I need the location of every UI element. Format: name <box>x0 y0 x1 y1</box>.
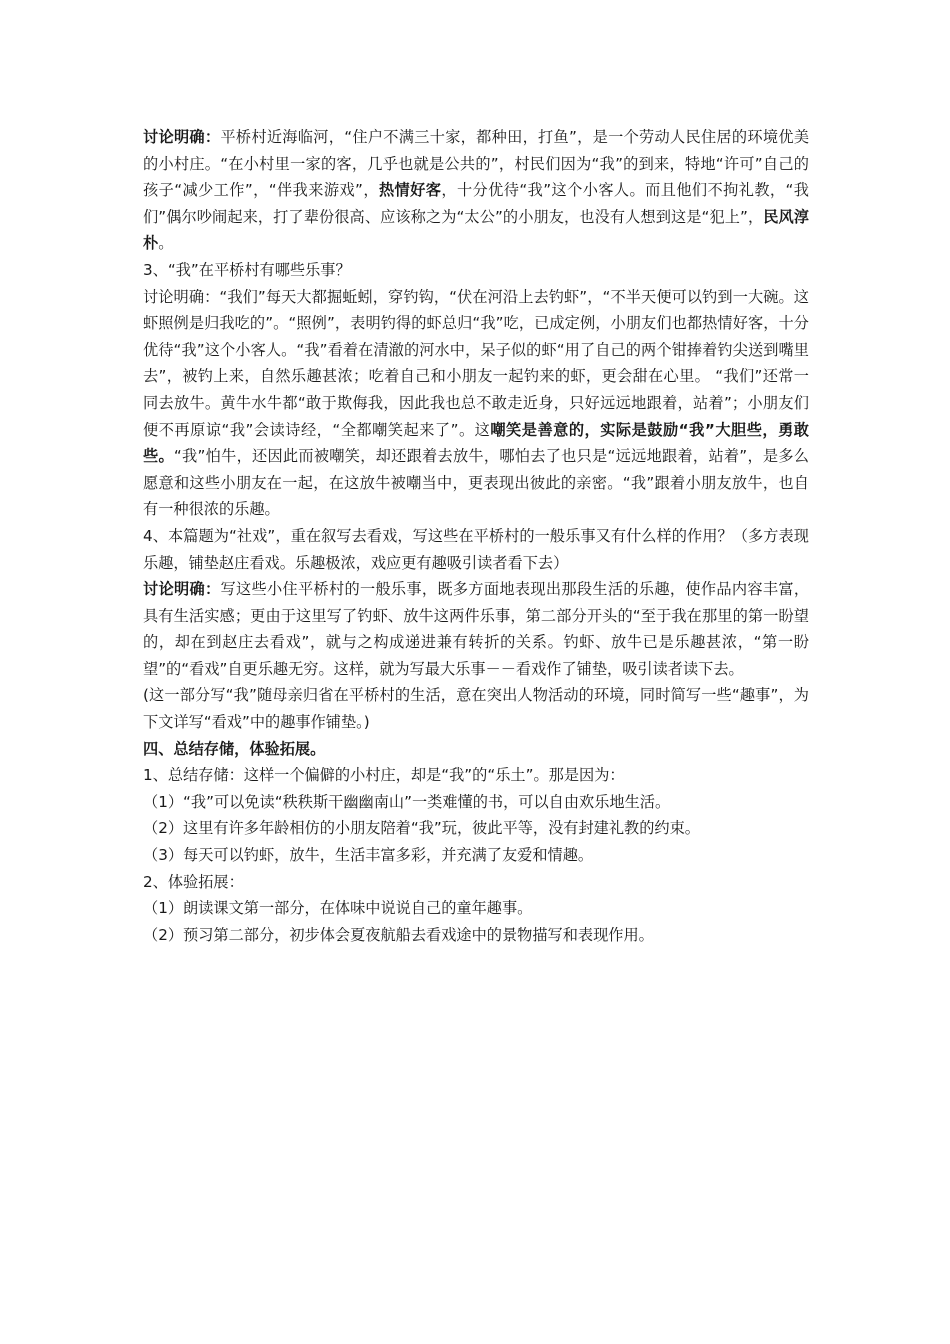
paragraph-discussion-joys: 讨论明确：“我们”每天大都掘蚯蚓，穿钓钩，“伏在河沿上去钓虾”，“不半天便可以钓到一大碗。这虾照例是归我吃的”。“照例”，表明钓得的虾总归“我”吃，已成定例，小朋友们也都热情好客，十分优待“我”这个小客人。“我”看着在清澈的河水中，呆子似的虾“用了自己的两个钳捧着钓尖送到嘴里去”，被钓上来，自然乐趣甚浓；吃着自己和小朋友一起钓来的虾，更会甜在心里。 “我们”还常一同去放牛。黄牛水牛都“敢于欺侮我，因此我也总不敢走近身，只好远远地跟着，站着”；小朋友们便不再原谅“我”会读诗经，“全都嘲笑起来了”。这嘲笑是善意的，实际是鼓励“我”大胆些，勇敢些。“我”怕牛，还因此而被嘲笑，却还跟着去放牛，哪怕去了也只是“远远地跟着，站着”，是多么愿意和这些小朋友在一起，在这放牛被嘲当中，更表现出彼此的亲密。“我”跟着小朋友放牛，也自有一种很浓的乐趣。 <box>143 287 809 519</box>
summary-intro: 1、总结存储：这样一个偏僻的小村庄，却是“我”的“乐土”。那是因为： <box>143 766 625 785</box>
extension-heading: 2、体验拓展： <box>143 872 244 891</box>
heading-part-four: 四、总结存储，体验拓展。 <box>143 739 326 758</box>
document-body <box>143 124 809 948</box>
paragraph-discussion-village: 讨论明确：平桥村近海临河，“住户不满三十家，都种田，打鱼”，是一个劳动人民住居的环境优美的小村庄。“在小村里一家的客，几乎也就是公共的”，村民们因为“我”的到来，特地“许可”自己的孩子“减少工作”，“伴我来游戏”，热情好客，十分优待“我”这个小客人。而且他们不拘礼教，“我们”偶尔吵闹起来，打了辈份很高、应该称之为“太公”的小朋友，也没有人想到这是“犯上”，民风淳朴。 <box>143 128 810 253</box>
question-3: 3、“我”在平桥村有哪些乐事？ <box>143 260 351 279</box>
extension-item-1: （1）朗读课文第一部分，在体味中说说自己的童年趣事。 <box>143 899 533 918</box>
paragraph-section-summary: (这一部分写“我”随母亲归省在平桥村的生活，意在突出人物活动的环境，同时简写一些“趣事”，为下文详写“看戏”中的趣事作铺垫。) <box>143 686 809 732</box>
emphasis-friendly-teasing: 嘲笑是善意的，实际是鼓励“我”大胆些，勇敢些。 <box>143 420 809 466</box>
emphasis-simple-customs: 民风淳朴 <box>143 207 810 253</box>
emphasis-hospitable: 热情好客 <box>378 181 442 200</box>
summary-item-2: （2）这里有许多年龄相仿的小朋友陪着“我”玩，彼此平等，没有封建礼教的约束。 <box>143 819 700 838</box>
extension-item-2: （2）预习第二部分，初步体会夏夜航船去看戏途中的景物描写和表现作用。 <box>143 925 654 944</box>
label-discussion: 讨论明确： <box>143 128 221 146</box>
question-4: 4、本篇题为“社戏”，重在叙写去看戏，写这些在平桥村的一般乐事又有什么样的作用？（多方表现乐趣，铺垫赵庄看戏。乐趣极浓，戏应更有趣吸引读者看下去） <box>143 526 809 572</box>
summary-item-1: （1）“我”可以免读“秩秩斯干幽幽南山”一类难懂的书，可以自由欢乐地生活。 <box>143 792 671 811</box>
paragraph-discussion-purpose: 讨论明确：写这些小住平桥村的一般乐事，既多方面地表现出那段生活的乐趣，使作品内容丰富，具有生活实感；更由于这里写了钓虾、放牛这两件乐事，第二部分开头的“至于我在那里的第一盼望的，却在到赵庄去看戏”，就与之构成递进兼有转折的关系。钓虾、放牛已是乐趣甚浓，“第一盼望”的“看戏”自更乐趣无穷。这样，就为写最大乐事－－看戏作了铺垫，吸引读者读下去。 <box>143 580 810 678</box>
label-discussion: 讨论明确： <box>143 580 221 599</box>
summary-item-3: （3）每天可以钓虾，放牛，生活丰富多彩，并充满了友爱和情趣。 <box>143 846 594 865</box>
